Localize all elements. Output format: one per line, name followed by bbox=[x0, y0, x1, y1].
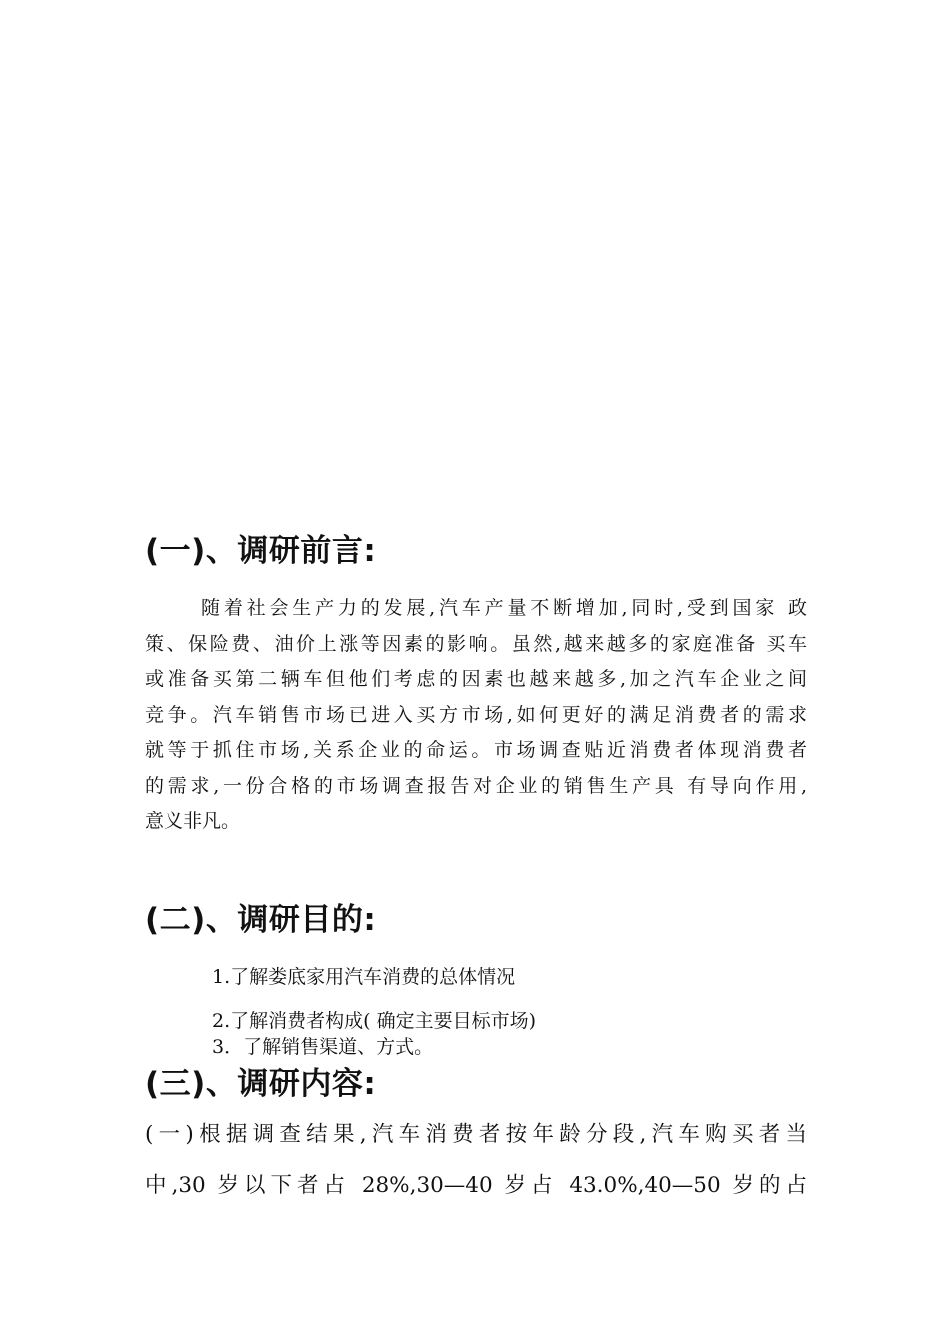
content-paragraph bbox=[145, 1109, 807, 1211]
paragraph-line: 竞争。汽车销售市场已进入买方市场,如何更好的满足消费者的需求 bbox=[145, 703, 807, 726]
purpose-item: 2.了解消费者构成( 确定主要目标市场) bbox=[212, 1010, 536, 1032]
paragraph-line: 中,30 岁以下者占 28%,30—40 岁占 43.0%,40—50 岁的占 bbox=[145, 1173, 807, 1198]
paragraph-line: 策、保险费、油价上涨等因素的影响。虽然,越来越多的家庭准备 买车 bbox=[145, 632, 807, 655]
paragraph-line: 的需求,一份合格的市场调查报告对企业的销售生产具 有导向作用, bbox=[145, 774, 807, 797]
section-heading-purpose: (二)、调研目的: bbox=[145, 902, 377, 938]
purpose-item: 1.了解娄底家用汽车消费的总体情况 bbox=[212, 966, 516, 988]
paragraph-line: 或准备买第二辆车但他们考虑的因素也越来越多,加之汽车企业之间 bbox=[145, 668, 807, 690]
purpose-item: 3．了解销售渠道、方式。 bbox=[212, 1036, 434, 1058]
section-heading-content: (三)、调研内容: bbox=[145, 1066, 377, 1102]
paragraph-line: (一)根据调查结果,汽车消费者按年龄分段,汽车购买者当 bbox=[145, 1122, 807, 1147]
paragraph-line: 意义非凡。 bbox=[145, 810, 241, 832]
preface-paragraph bbox=[145, 591, 807, 840]
section-heading-preface: (一)、调研前言: bbox=[145, 533, 377, 569]
paragraph-line: 随着社会生产力的发展,汽车产量不断增加,同时,受到国家 政 bbox=[201, 597, 807, 619]
paragraph-line: 就等于抓住市场,关系企业的命运。市场调查贴近消费者体现消费者 bbox=[145, 739, 807, 761]
